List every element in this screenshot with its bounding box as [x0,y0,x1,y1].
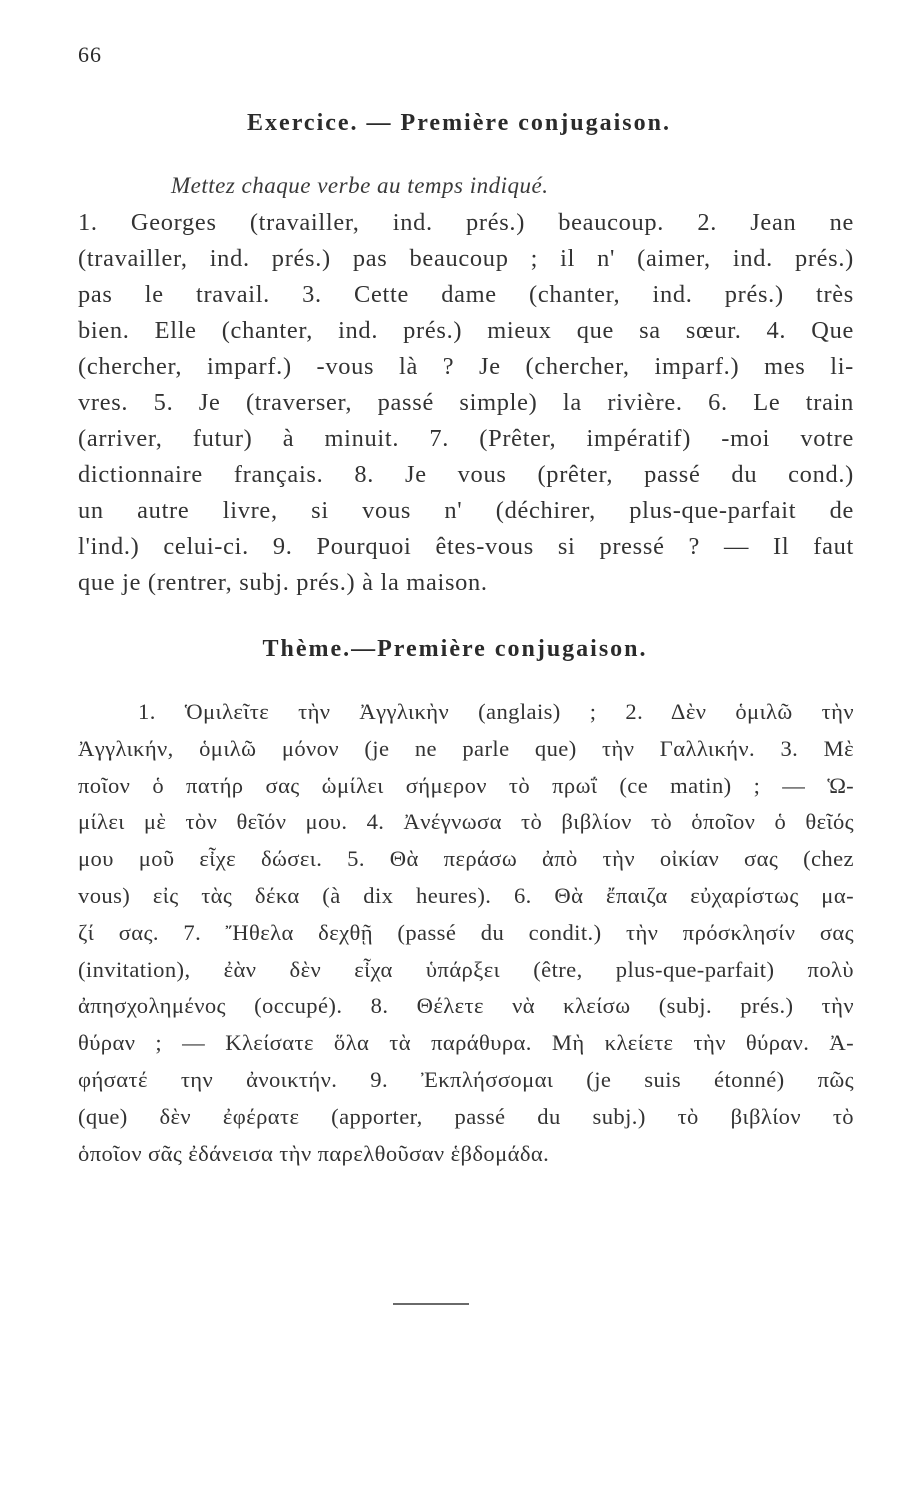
text-line: μου μοῦ εἶχε δώσει. 5. Θὰ περάσω ἀπὸ τὴν οἰκίαν σας (chez [78,846,854,872]
text-line: ζί σας. 7. Ἤθελα δεχθῇ (passé du condit.) τὴν πρόσκλησίν σας [78,919,854,945]
page-number: 66 [78,42,102,67]
text-line: φήσατέ την ἀνοικτήν. 9. Ἐκπλήσσομαι (je suis étonné) πῶς [78,1066,854,1092]
text-line: ποῖον ὁ πατήρ σας ὡμίλει σήμερον τὸ πρωΐ (ce matin) ; — Ὡ- [78,772,854,798]
exercise-instruction: Mettez chaque verbe au temps indiqué. [171,173,549,198]
text-line: vous) εἰς τὰς δέκα (à dix heures). 6. Θὰ ἔπαιζα εὐχαρίστως μα- [78,882,854,908]
text-line: μίλει μὲ τὸν θεῖόν μου. 4. Ἀνέγνωσα τὸ βιβλίον τὸ ὁποῖον ὁ θεῖός [78,809,854,835]
text-line: Ἀγγλικήν, ὁμιλῶ μόνον (je ne parle que) τὴν Γαλλικήν. 3. Μὲ [78,735,854,761]
exercise-heading: Exercice. — Première conjugaison. [247,110,671,136]
text-line: (travailler, ind. prés.) pas beaucoup ; il n' (aimer, ind. prés.) [78,245,854,272]
text-line: que je (rentrer, subj. prés.) à la maison. [78,569,488,596]
text-line: bien. Elle (chanter, ind. prés.) mieux que sa sœur. 4. Que [78,317,854,344]
text-line: 1. Ὁμιλεῖτε τὴν Ἀγγλικὴν (anglais) ; 2. Δὲν ὁμιλῶ τὴν [138,699,854,724]
text-line: (chercher, imparf.) -vous là ? Je (chercher, imparf.) mes li- [78,353,854,380]
text-line: l'ind.) celui-ci. 9. Pourquoi êtes-vous si pressé ? — Il faut [78,533,854,560]
text-line: θύραν ; — Κλείσατε ὅλα τὰ παράθυρα. Μὴ κλείετε τὴν θύραν. Ἀ- [78,1030,854,1056]
text-line: dictionnaire français. 8. Je vous (prêter, passé du cond.) [78,461,854,488]
text-line: (invitation), ἐὰν δὲν εἶχα ὑπάρξει (être, plus-que-parfait) πολὺ [78,956,854,982]
text-line: pas le travail. 3. Cette dame (chanter, ind. prés.) très [78,281,854,308]
theme-paragraph [78,694,854,1172]
text-line: (arriver, futur) à minuit. 7. (Prêter, impératif) -moi votre [78,425,854,452]
end-rule [393,1303,469,1305]
text-line: (que) δὲν ἐφέρατε (apporter, passé du subj.) τὸ βιβλίον τὸ [78,1103,854,1129]
text-line: 1. Georges (travailler, ind. prés.) beaucoup. 2. Jean ne [78,209,854,236]
text-line: un autre livre, si vous n' (déchirer, plus-que-parfait de [78,497,854,524]
text-line: vres. 5. Je (traverser, passé simple) la rivière. 6. Le train [78,389,854,416]
exercise-paragraph [78,205,854,601]
text-line: ὁποῖον σᾶς ἐδάνεισα τὴν παρελθοῦσαν ἑβδομάδα. [78,1140,550,1166]
theme-heading: Thème.—Première conjugaison. [262,636,648,662]
text-line: ἀπησχολημένος (occupé). 8. Θέλετε νὰ κλείσω (subj. prés.) τὴν [78,993,854,1019]
